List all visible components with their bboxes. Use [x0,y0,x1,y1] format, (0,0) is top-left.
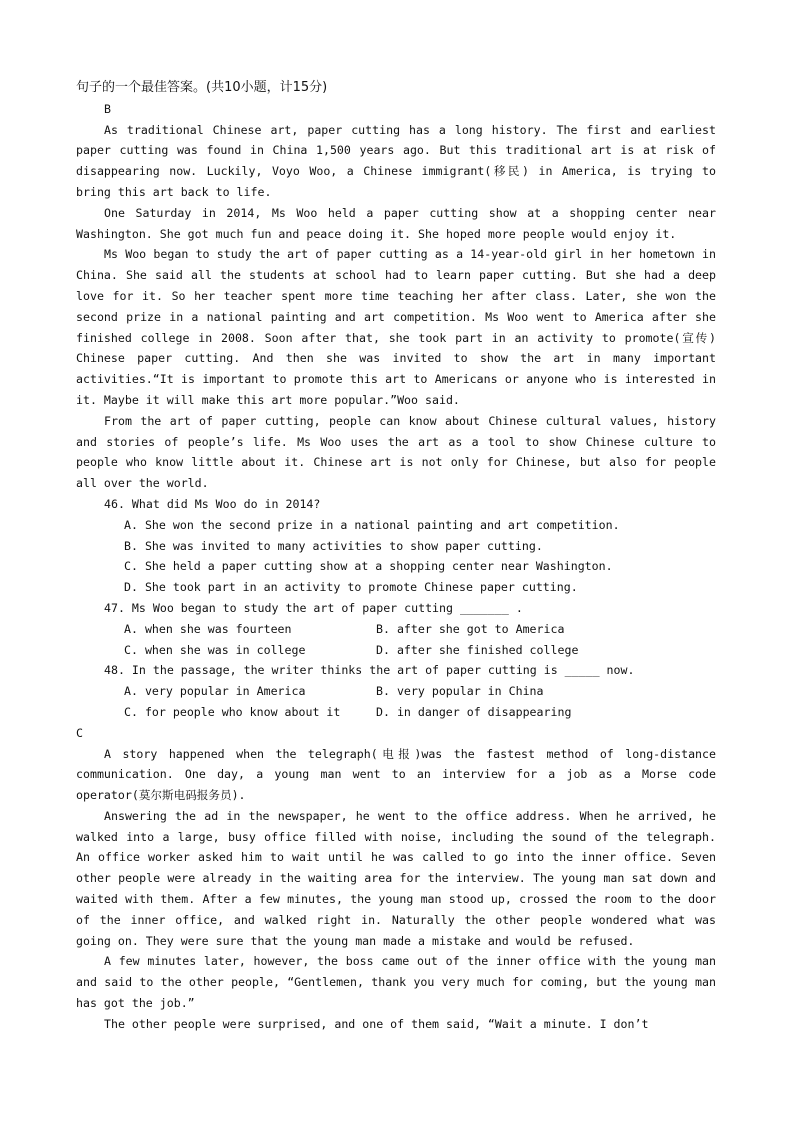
passage-b-paragraph-2: One Saturday in 2014, Ms Woo held a paper cutting show at a shopping center near Washington. She got much fun and peace doing it. She hoped more people would enjoy it. [76,205,716,241]
passage-c-paragraph-4: The other people were surprised, and one of them said, “Wait a minute. I don’t [104,1016,649,1031]
passage-b-paragraph-3: Ms Woo began to study the art of paper cutting as a 14-year-old girl in her hometown in China. She said all the students at school had to learn paper cutting. But she had a deep love for it. So her teacher spent more time teaching her after class. Later, she won the second prize in a national painting and art competition. Ms Woo went to America after she finished college in 2008. Soon after that, she took part in an activity to promote(宣传) Chinese paper cutting. And then she was invited to show the art in many important activities.“It is important to promote this art to Americans or anyone who is interested in it. Maybe it will make this art more popular.”Woo said. [76,247,716,407]
passage-b-paragraph-1: As traditional Chinese art, paper cutting has a long history. The first and earliest paper cutting was found in China 1,500 years ago. But this traditional art is at risk of disappearing now. Luckily, Voyo Woo, a Chinese immigrant(移民) in America, is trying to bring this art back to life. [76,122,716,199]
question-46-stem: 46. What did Ms Woo do in 2014? [104,496,321,511]
question-46-option-d: D. She took part in an activity to promote Chinese paper cutting. [124,580,578,595]
section-c-label: C [76,725,83,740]
passage-b-paragraph-4: From the art of paper cutting, people can know about Chinese cultural values, history and stories of people’s life. Ms Woo uses the art as a tool to show Chinese culture to people who know little about it. Chinese art is not only for Chinese, but also for people all over the world. [76,413,716,491]
question-48-option-d: D. in danger of disappearing [376,704,572,719]
question-48-stem: 48. In the passage, the writer thinks the art of paper cutting is _____ now. [104,663,635,678]
question-46-option-a: A. She won the second prize in a national painting and art competition. [124,517,620,532]
passage-c-paragraph-1: A story happened when the telegraph(电报)was the fastest method of long-distance communication. One day, a young man went to an interview for a job as a Morse code operator(莫尔斯电码报务员). [76,746,716,803]
question-48-option-a: A. very popular in America [124,684,306,699]
question-48-option-b: B. very popular in China [376,684,544,699]
question-47-options [76,619,716,661]
question-47-option-b: B. after she got to America [376,621,565,636]
question-47-stem: 47. Ms Woo began to study the art of paper cutting _______ . [104,600,523,615]
question-46-options [76,515,716,598]
passage-c-paragraph-3: A few minutes later, however, the boss came out of the inner office with the young man and said to the other people, “Gentlemen, thank you very much for coming, but the young man has got the job.” [76,954,716,1011]
question-46-option-b: B. She was invited to many activities to show paper cutting. [124,538,543,553]
question-47-option-a: A. when she was fourteen [124,621,292,636]
question-47-option-c: C. when she was in college [124,642,306,657]
passage-c-paragraph-2: Answering the ad in the newspaper, he went to the office address. When he arrived, he walked into a large, busy office filled with noise, including the sound of the telegraph. An office worker asked him to wait until he was called to go into the inner office. Seven other people were already in the waiting area for the interview. The young man sat down and waited with them. After a few minutes, the young man stood up, crossed the room to the door of the inner office, and walked right in. Naturally the other people wondered what was going on. They were sure that the young man made a mistake and would be refused. [76,808,716,948]
question-48-option-c: C. for people who know about it [124,704,341,719]
question-47-option-d: D. after she finished college [376,642,579,657]
section-instruction: 句子的一个最佳答案。(共10小题，计15分) [76,80,328,95]
section-b-label: B [104,101,111,116]
question-46-option-c: C. She held a paper cutting show at a shopping center near Washington. [124,559,613,574]
question-48-options [76,681,716,723]
exam-page [76,78,716,1035]
